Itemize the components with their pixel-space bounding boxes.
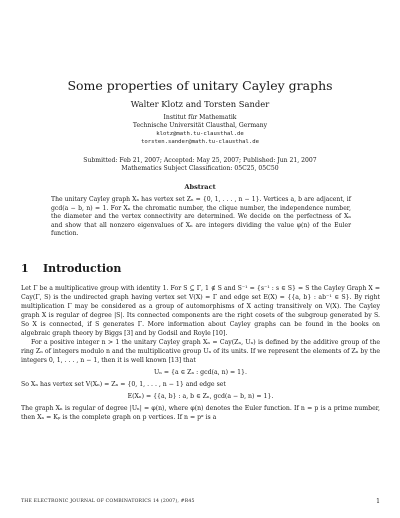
paragraph-2: For a positive integer n > 1 the unitary Cayley graph Xₙ = Cay(Zₙ, Uₙ) is defined by the additive group of the ring Zₙ of integers modulo n and the multiplicative group Uₙ of its units. If we represent the elements of Zₙ by the integers 0, 1, . . . , n − 1, then it is well known [13] that [21, 339, 380, 364]
msc-line: Mathematics Subject Classification: 05C25, 05C50 [121, 165, 279, 172]
paragraph-1: Let Γ be a multiplicative group with identity 1. For S ⊆ Γ, 1 ∉ S and S⁻¹ = {s⁻¹ : s ∈ S} = S the Cayley Graph X = Cay(Γ, S) is the undirected graph having vertex set V(X) = Γ and edge set E(X) = {{a, b} : ab⁻¹ ∈ S}. By right multiplication Γ may be considered as a group of automorphisms of X acting transitively on V(X). The Cayley graph X is regular of degree |S|. Its connected components are the right cosets of the subgroup generated by S. So X is connected, if S generates Γ. More information about Cayley graphs can be found in the books on algebraic graph theory by Biggs [3] and by Godsil and Royle [10]. [21, 285, 380, 337]
paragraph-3: So Xₙ has vertex set V(Xₙ) = Zₙ = {0, 1, . . . , n − 1} and edge set [21, 381, 226, 388]
paper-title: Some properties of unitary Cayley graphs [67, 78, 333, 93]
paragraph-4: The graph Xₙ is regular of degree |Uₙ| = φ(n), where φ(n) denotes the Euler function. If n = p is a prime number, then Xₙ = Kₚ is the complete graph on p vertices. If n = pᵅ is a [21, 405, 380, 421]
equation-1: Uₙ = {a ∈ Zₙ : gcd(a, n) = 1}. [154, 369, 247, 376]
page-footer [21, 499, 380, 504]
publication-dates [0, 157, 400, 173]
journal-citation: THE ELECTRONIC JOURNAL OF COMBINATORICS 14 (2007), #R45 [21, 499, 195, 504]
equation-2: E(Xₙ) = {{a, b} : a, b ∈ Zₙ, gcd(a − b, n) = 1}. [127, 393, 274, 400]
section-heading [21, 262, 121, 275]
section-number: 1 [21, 262, 29, 275]
affiliation-line-2: Technische Universität Clausthal, Germany [132, 122, 268, 129]
affiliation-line-1: Institut für Mathematik [163, 114, 237, 121]
dates-line: Submitted: Feb 21, 2007; Accepted: May 25, 2007; Published: Jun 21, 2007 [83, 157, 317, 164]
abstract-text: The unitary Cayley graph Xₙ has vertex set Zₙ = {0, 1, . . . , n − 1}. Vertices a, b are adjacent, if gcd(a − b, n) = 1. For Xₙ the chromatic number, the clique number, the independence number, the diameter and the vertex connectivity are determined. We decide on the perfectness of Xₙ and show that all nonzero eigenvalues of Xₙ are integers dividing the value φ(n) of the Euler function. [51, 196, 351, 237]
section-title: Introduction [43, 262, 122, 275]
page-number: 1 [376, 498, 380, 505]
affiliation [0, 114, 400, 146]
abstract-heading: Abstract [184, 183, 216, 191]
email-1[interactable]: klotz@math.tu-clausthal.de [156, 131, 244, 137]
body-text [21, 284, 380, 422]
email-2[interactable]: torsten.sander@math.tu-clausthal.de [141, 139, 259, 145]
paper-authors: Walter Klotz and Torsten Sander [130, 99, 270, 109]
